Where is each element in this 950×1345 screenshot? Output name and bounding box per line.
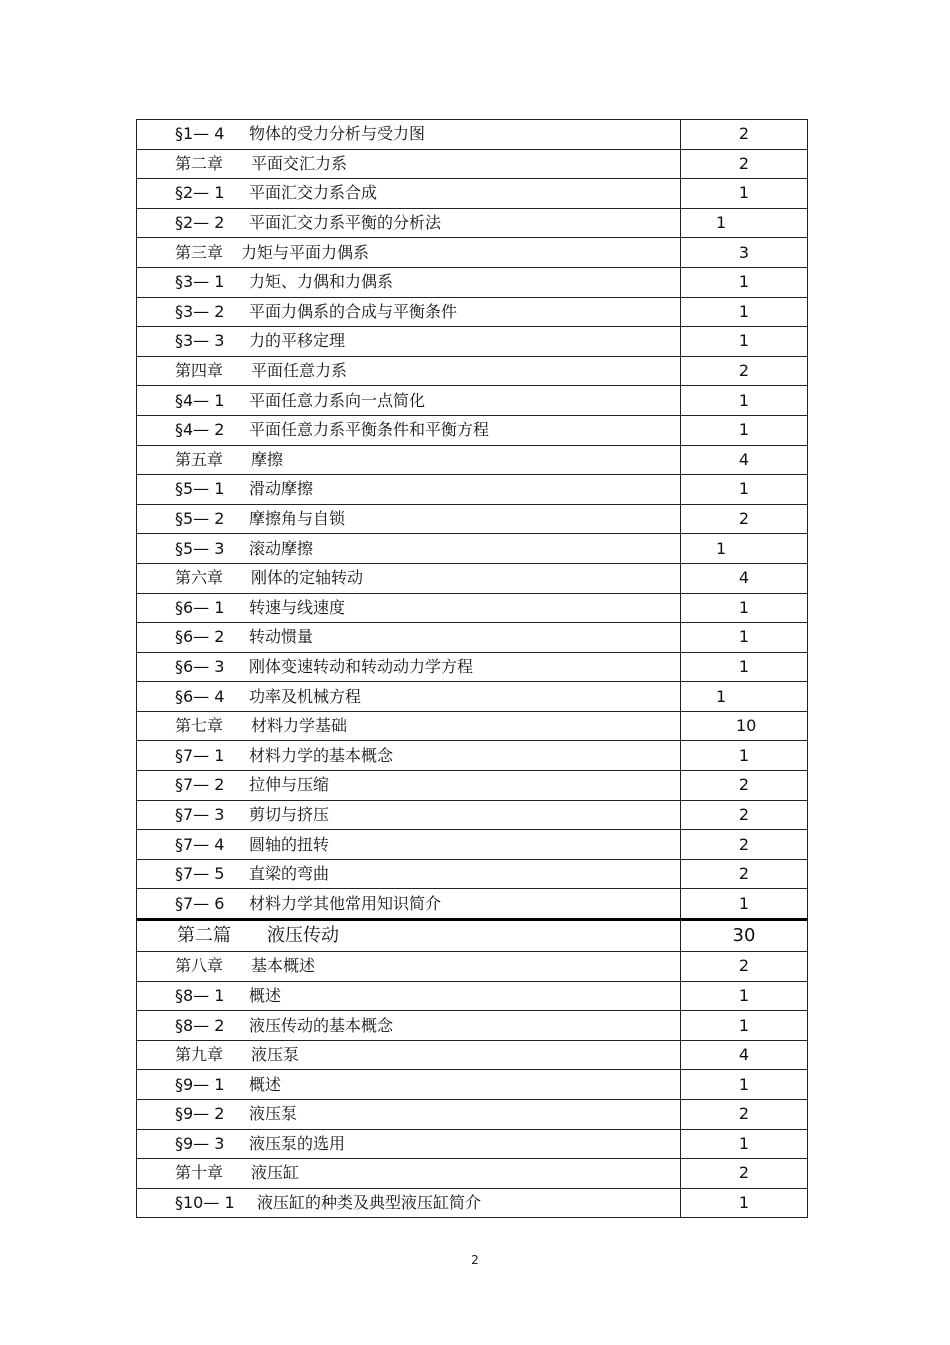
section-number: §9— 1: [175, 1074, 225, 1094]
hours-cell: 3: [681, 238, 808, 268]
hours-cell: 1: [681, 682, 808, 712]
section-name: 平面任意力系向一点简化: [249, 390, 426, 410]
chapter-row: [137, 711, 808, 741]
hours-cell: 2: [681, 771, 808, 801]
section-name: 平面汇交力系平衡的分析法: [249, 213, 442, 233]
chapter-row: [137, 445, 808, 475]
section-title-cell: [137, 741, 681, 771]
section-name: 功率及机械方程: [249, 686, 362, 706]
section-name: 平面汇交力系合成: [249, 183, 378, 203]
hours-cell: 1: [681, 1188, 808, 1218]
chapter-row: [137, 1040, 808, 1070]
chapter-title-cell: [137, 356, 681, 386]
section-row: [137, 327, 808, 357]
section-number: §2— 1: [175, 183, 225, 203]
section-number: §3— 3: [175, 331, 225, 351]
section-number: §9— 3: [175, 1133, 225, 1153]
section-title-cell: [137, 981, 681, 1011]
section-title-cell: [137, 1070, 681, 1100]
hours-cell: 1: [681, 981, 808, 1011]
chapter-name: 材料力学基础: [251, 716, 348, 736]
chapter-title-cell: [137, 563, 681, 593]
section-title-cell: [137, 297, 681, 327]
section-name: 拉伸与压缩: [249, 775, 330, 795]
chapter-number: 第四章: [175, 361, 224, 381]
section-title-cell: [137, 1129, 681, 1159]
chapter-title-cell: [137, 238, 681, 268]
section-title-cell: [137, 771, 681, 801]
section-number: §1— 4: [175, 124, 225, 144]
section-number: §8— 1: [175, 985, 225, 1005]
section-number: §3— 2: [175, 301, 225, 321]
section-title-cell: [137, 1011, 681, 1041]
section-row: [137, 179, 808, 209]
chapter-title-cell: [137, 149, 681, 179]
section-number: §2— 2: [175, 213, 225, 233]
hours-cell: 1: [681, 593, 808, 623]
section-name: 转速与线速度: [249, 597, 346, 617]
section-name: 直梁的弯曲: [249, 864, 330, 884]
chapter-row: [137, 952, 808, 982]
section-row: [137, 267, 808, 297]
hours-cell: 2: [681, 1100, 808, 1130]
section-row: [137, 504, 808, 534]
section-number: §7— 2: [175, 775, 225, 795]
section-row: [137, 652, 808, 682]
chapter-title-cell: [137, 1159, 681, 1189]
section-number: §3— 1: [175, 272, 225, 292]
hours-cell: 1: [681, 327, 808, 357]
section-name: 滚动摩擦: [249, 538, 314, 558]
section-title-cell: [137, 1188, 681, 1218]
chapter-name: 液压泵: [251, 1045, 300, 1065]
chapter-number: 第六章: [175, 568, 224, 588]
chapter-row: [137, 1159, 808, 1189]
section-number: §7— 4: [175, 834, 225, 854]
hours-cell: 2: [681, 149, 808, 179]
section-row: [137, 741, 808, 771]
hours-cell: 1: [681, 652, 808, 682]
section-row: [137, 830, 808, 860]
section-row: [137, 623, 808, 653]
section-row: [137, 1100, 808, 1130]
hours-cell: 1: [681, 297, 808, 327]
hours-cell: 4: [681, 563, 808, 593]
section-number: §6— 4: [175, 686, 225, 706]
part-name: 液压传动: [267, 925, 339, 947]
section-name: 滑动摩擦: [249, 479, 314, 499]
section-row: [137, 1188, 808, 1218]
page-number: 2: [471, 1253, 479, 1267]
hours-cell: 2: [681, 504, 808, 534]
hours-cell: 1: [681, 1070, 808, 1100]
syllabus-table: [136, 119, 808, 1218]
section-row: [137, 1070, 808, 1100]
section-row: [137, 297, 808, 327]
section-row: [137, 475, 808, 505]
section-name: 材料力学其他常用知识简介: [249, 893, 442, 913]
chapter-title-cell: [137, 445, 681, 475]
section-row: [137, 593, 808, 623]
chapter-name: 平面任意力系: [251, 361, 348, 381]
syllabus-body: [137, 120, 808, 1218]
chapter-name: 力矩与平面力偶系: [241, 242, 370, 262]
chapter-row: [137, 149, 808, 179]
hours-cell: 1: [681, 386, 808, 416]
section-title-cell: [137, 623, 681, 653]
chapter-number: 第二章: [175, 153, 224, 173]
chapter-number: 第五章: [175, 449, 224, 469]
section-title-cell: [137, 593, 681, 623]
section-name: 概述: [249, 985, 282, 1005]
section-name: 摩擦角与自锁: [249, 509, 346, 529]
section-name: 转动惯量: [249, 627, 314, 647]
hours-cell: 2: [681, 800, 808, 830]
section-title-cell: [137, 534, 681, 564]
chapter-title-cell: [137, 952, 681, 982]
section-number: §6— 2: [175, 627, 225, 647]
section-row: [137, 208, 808, 238]
section-row: [137, 386, 808, 416]
section-row: [137, 859, 808, 889]
hours-cell: 2: [681, 830, 808, 860]
section-title-cell: [137, 415, 681, 445]
section-row: [137, 120, 808, 150]
hours-cell: 30: [681, 920, 808, 952]
section-name: 平面任意力系平衡条件和平衡方程: [249, 420, 490, 440]
section-name: 物体的受力分析与受力图: [249, 124, 426, 144]
section-name: 力的平移定理: [249, 331, 346, 351]
hours-cell: 1: [681, 741, 808, 771]
chapter-name: 液压缸: [251, 1163, 300, 1183]
section-name: 平面力偶系的合成与平衡条件: [249, 301, 458, 321]
section-row: [137, 800, 808, 830]
section-title-cell: [137, 327, 681, 357]
section-title-cell: [137, 179, 681, 209]
section-title-cell: [137, 475, 681, 505]
hours-cell: 2: [681, 952, 808, 982]
section-row: [137, 1011, 808, 1041]
section-number: §9— 2: [175, 1104, 225, 1124]
section-name: 液压泵: [249, 1104, 298, 1124]
section-row: [137, 771, 808, 801]
part-title-cell: [137, 920, 681, 952]
section-row: [137, 415, 808, 445]
section-number: §10— 1: [175, 1193, 235, 1213]
hours-cell: 2: [681, 1159, 808, 1189]
chapter-number: 第八章: [175, 956, 224, 976]
section-name: 剪切与挤压: [249, 804, 330, 824]
section-number: §5— 3: [175, 538, 225, 558]
section-row: [137, 1129, 808, 1159]
hours-cell: 4: [681, 445, 808, 475]
hours-cell: 1: [681, 889, 808, 920]
section-number: §7— 6: [175, 893, 225, 913]
chapter-name: 平面交汇力系: [251, 153, 348, 173]
section-row: [137, 534, 808, 564]
chapter-row: [137, 238, 808, 268]
section-number: §5— 2: [175, 509, 225, 529]
hours-cell: 1: [681, 1129, 808, 1159]
chapter-name: 刚体的定轴转动: [251, 568, 364, 588]
section-name: 材料力学的基本概念: [249, 745, 394, 765]
section-name: 液压缸的种类及典型液压缸简介: [257, 1193, 482, 1213]
section-name: 力矩、力偶和力偶系: [249, 272, 394, 292]
section-title-cell: [137, 889, 681, 920]
section-title-cell: [137, 386, 681, 416]
chapter-number: 第七章: [175, 716, 224, 736]
part-number: 第二篇: [177, 925, 231, 947]
hours-cell: 1: [681, 415, 808, 445]
section-title-cell: [137, 652, 681, 682]
section-title-cell: [137, 859, 681, 889]
section-title-cell: [137, 504, 681, 534]
chapter-name: 摩擦: [251, 449, 284, 469]
chapter-title-cell: [137, 1040, 681, 1070]
section-row: [137, 889, 808, 920]
section-title-cell: [137, 1100, 681, 1130]
hours-cell: 1: [681, 475, 808, 505]
section-title-cell: [137, 120, 681, 150]
hours-cell: 2: [681, 859, 808, 889]
section-name: 液压传动的基本概念: [249, 1015, 394, 1035]
hours-cell: 2: [681, 120, 808, 150]
chapter-row: [137, 563, 808, 593]
section-number: §4— 2: [175, 420, 225, 440]
section-name: 圆轴的扭转: [249, 834, 330, 854]
section-number: §7— 1: [175, 745, 225, 765]
chapter-title-cell: [137, 711, 681, 741]
section-number: §5— 1: [175, 479, 225, 499]
hours-cell: 1: [681, 1011, 808, 1041]
chapter-row: [137, 356, 808, 386]
section-row: [137, 682, 808, 712]
section-number: §8— 2: [175, 1015, 225, 1035]
chapter-name: 基本概述: [251, 956, 316, 976]
section-title-cell: [137, 682, 681, 712]
hours-cell: 1: [681, 623, 808, 653]
hours-cell: 1: [681, 179, 808, 209]
part-row: [137, 920, 808, 952]
hours-cell: 1: [681, 208, 808, 238]
chapter-number: 第九章: [175, 1045, 224, 1065]
section-number: §6— 3: [175, 656, 225, 676]
section-name: 刚体变速转动和转动动力学方程: [249, 656, 474, 676]
section-title-cell: [137, 800, 681, 830]
chapter-number: 第三章: [175, 242, 224, 262]
section-number: §4— 1: [175, 390, 225, 410]
section-row: [137, 981, 808, 1011]
section-title-cell: [137, 267, 681, 297]
section-title-cell: [137, 830, 681, 860]
hours-cell: 2: [681, 356, 808, 386]
section-number: §7— 5: [175, 864, 225, 884]
section-name: 概述: [249, 1074, 282, 1094]
hours-cell: 10: [681, 711, 808, 741]
hours-cell: 1: [681, 534, 808, 564]
section-title-cell: [137, 208, 681, 238]
chapter-number: 第十章: [175, 1163, 224, 1183]
section-number: §7— 3: [175, 804, 225, 824]
hours-cell: 4: [681, 1040, 808, 1070]
section-number: §6— 1: [175, 597, 225, 617]
hours-cell: 1: [681, 267, 808, 297]
section-name: 液压泵的选用: [249, 1133, 346, 1153]
